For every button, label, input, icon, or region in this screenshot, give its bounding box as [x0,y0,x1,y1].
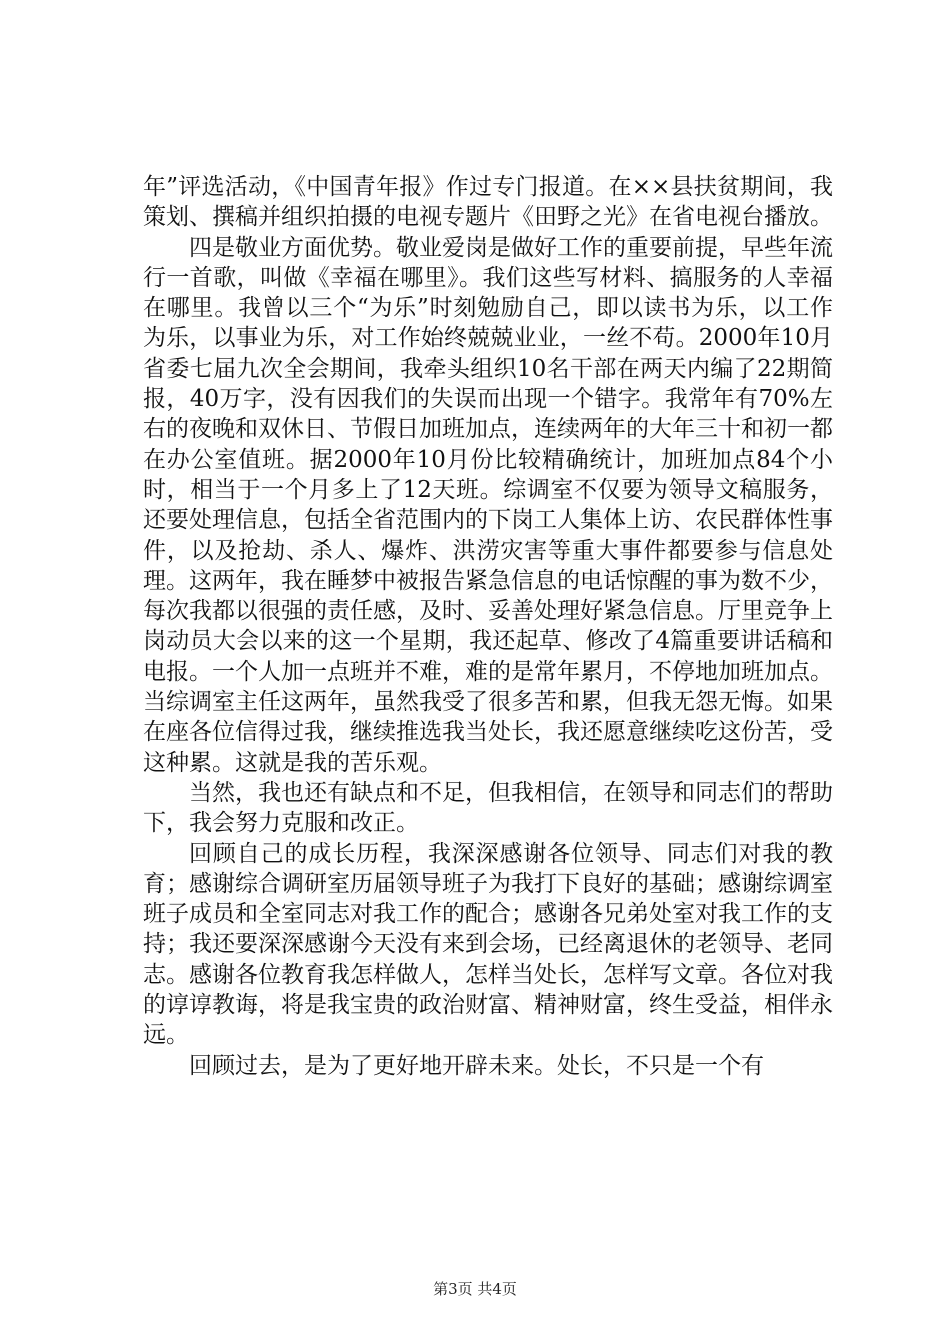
paragraph-1: 年”评选活动，《中国青年报》作过专门报道。在××县扶贫期间，我策划、撰稿并组织拍摄的电视专题片《田野之光》在省电视台播放。 [143,174,833,231]
paragraph-3: 当然，我也还有缺点和不足，但我相信，在领导和同志们的帮助下，我会努力克服和改正。 [143,779,833,837]
document-body [143,172,833,1081]
paragraph-5: 回顾过去，是为了更好地开辟未来。处长，不只是一个有 [189,1052,764,1079]
paragraph-4: 回顾自己的成长历程，我深深感谢各位领导、同志们对我的教育；感谢综合调研室历届领导班子为我打下良好的基础；感谢综调室班子成员和全室同志对我工作的配合；感谢各兄弟处室对我工作的支持；我还要深深感谢今天没有来到会场，已经离退休的老领导、老同志。感谢各位教育我怎样做人，怎样当处长，怎样写文章。各位对我的谆谆教诲，将是我宝贵的政治财富、精神财富，终生受益，相伴永远。 [143,840,833,1049]
paragraph-2: 四是敬业方面优势。敬业爱岗是做好工作的重要前提，早些年流行一首歌，叫做《幸福在哪里》。我们这些写材料、搞服务的人幸福在哪里。我曾以三个“为乐”时刻勉励自己，即以读书为乐，以工作为乐，以事业为乐，对工作始终兢兢业业，一丝不苟。2000年10月省委七届九次全会期间，我牵头组织10名干部在两天内编了22期简报，40万字，没有因我们的失误而出现一个错字。我常年有70%左右的夜晚和双休日、节假日加班加点，连续两年的大年三十和初一都在办公室值班。据2000年10月份比较精确统计，加班加点84个小时，相当于一个月多上了12天班。综调室不仅要为领导文稿服务，还要处理信息，包括全省范围内的下岗工人集体上访、农民群体性事件，以及抢劫、杀人、爆炸、洪涝灾害等重大事件都要参与信息处理。这两年，我在睡梦中被报告紧急信息的电话惊醒的事为数不少，每次我都以很强的责任感，及时、妥善处理好紧急信息。厅里竞争上岗动员大会以来的这一个星期，我还起草、修改了4篇重要讲话稿和电报。一个人加一点班并不难，难的是常年累月，不停地加班加点。当综调室主任这两年，虽然我受了很多苦和累，但我无怨无悔。如果在座各位信得过我，继续推选我当处长，我还愿意继续吃这份苦，受这种累。这就是我的苦乐观。 [143,234,833,776]
page-footer: 第3页 共4页 [433,1280,517,1298]
